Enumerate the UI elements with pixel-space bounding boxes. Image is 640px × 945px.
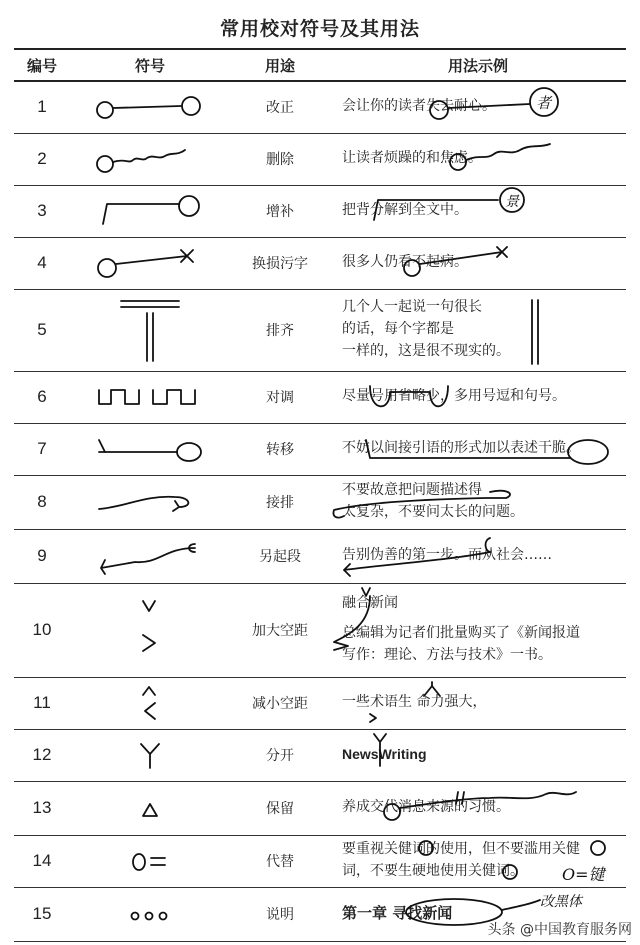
table-row [14, 475, 626, 529]
table-row [14, 289, 626, 371]
example-line: 总编辑为记者们批量购买了《新闻报道 [342, 625, 580, 642]
table-row [14, 185, 626, 237]
handwritten-correction: 者 [536, 94, 552, 112]
row-number: 8 [14, 475, 70, 529]
table-row [14, 729, 626, 781]
example-line: 太复杂，不要问太长的问题。 [342, 504, 524, 520]
header-row [14, 49, 626, 81]
row-usage: 排齐 [230, 289, 330, 371]
header-symbol: 符号 [70, 49, 230, 81]
example-line: 不妨以间接引语的形式加以表述干脆。 [342, 440, 580, 457]
table-row [14, 835, 626, 887]
row-number: 4 [14, 237, 70, 289]
row-example [330, 371, 626, 423]
table-row [14, 81, 626, 133]
row-number: 12 [14, 729, 70, 781]
row-example [330, 529, 626, 583]
row-number: 11 [14, 677, 70, 729]
example-line: 一样的，这是很不现实的。 [342, 342, 510, 359]
example-line: 不要故意把问题描述得 [342, 482, 482, 499]
increase-spacing-symbol [70, 583, 230, 677]
example-line: 一些术语生 命力强大， [342, 694, 487, 711]
row-number: 1 [14, 81, 70, 133]
row-number: 9 [14, 529, 70, 583]
row-example [330, 289, 626, 371]
row-example [330, 677, 626, 729]
example-line: 告别伪善的第一步。而从社会…… [342, 547, 552, 564]
table-row [14, 371, 626, 423]
table-row [14, 677, 626, 729]
row-usage: 接排 [230, 475, 330, 529]
row-example [330, 237, 626, 289]
header-number: 编号 [14, 49, 70, 81]
transpose-symbol [70, 371, 230, 423]
row-usage: 代替 [230, 835, 330, 887]
row-usage: 转移 [230, 423, 330, 475]
table-row [14, 583, 626, 677]
example-line: 写作：理论、方法与技术》一书。 [342, 646, 552, 663]
page-title: 常用校对符号及其用法 [219, 18, 420, 40]
row-number: 5 [14, 289, 70, 371]
example-line: 很多人仍看不起病。 [342, 254, 468, 271]
row-number: 2 [14, 133, 70, 185]
row-number: 3 [14, 185, 70, 237]
example-line: 词，不要生硬地使用关健词。 [342, 863, 524, 879]
proofreading-table [14, 48, 626, 942]
row-example [330, 475, 626, 529]
row-number: 13 [14, 781, 70, 835]
row-example [330, 583, 626, 677]
row-example [330, 133, 626, 185]
handwritten-correction: 改黑体 [540, 893, 582, 910]
row-example [330, 81, 626, 133]
row-usage: 改正 [230, 81, 330, 133]
header-example: 用法示例 [330, 49, 626, 81]
run-on-symbol [70, 475, 230, 529]
example-line: 会让你的读者失去耐心。 [342, 98, 496, 115]
row-example [330, 781, 626, 835]
example-line: 尽量号用省略少，多用号逗和句号。 [342, 388, 566, 405]
row-number: 15 [14, 887, 70, 941]
row-usage: 加大空距 [230, 583, 330, 677]
example-line: 把背分解到全文中。 [342, 202, 468, 219]
table-row [14, 529, 626, 583]
decrease-spacing-symbol [70, 677, 230, 729]
row-usage: 增补 [230, 185, 330, 237]
delete-symbol [70, 133, 230, 185]
row-example [330, 185, 626, 237]
example-line: 融合新闻 [342, 595, 398, 612]
header-usage: 用途 [230, 49, 330, 81]
row-usage: 保留 [230, 781, 330, 835]
align-symbol [70, 289, 230, 371]
watermark: 头条 @中国教育服务网 [487, 922, 632, 938]
table-row [14, 237, 626, 289]
row-usage: 说明 [230, 887, 330, 941]
example-line: 要重视关健词的使用，但不要滥用关健 [342, 841, 580, 858]
separate-symbol [70, 729, 230, 781]
retain-symbol [70, 781, 230, 835]
example-line: 第一章 寻找新闻 [342, 904, 453, 923]
substitute-symbol [70, 835, 230, 887]
example-line: 的话，每个字都是 [342, 321, 454, 338]
row-number: 6 [14, 371, 70, 423]
handwritten-correction: 景 [505, 193, 519, 210]
handwritten-correction: O=键 [562, 864, 605, 884]
row-number: 14 [14, 835, 70, 887]
row-example [330, 423, 626, 475]
example-line: NewsWriting [342, 746, 427, 763]
row-number: 7 [14, 423, 70, 475]
replace-damaged-symbol [70, 237, 230, 289]
example-line: 几个人一起说一句很长 [342, 299, 482, 316]
row-usage: 换损污字 [230, 237, 330, 289]
example-line: 养成交代消息来源的习惯。 [342, 799, 510, 816]
note-symbol [70, 887, 230, 941]
move-symbol [70, 423, 230, 475]
row-usage: 对调 [230, 371, 330, 423]
row-example [330, 729, 626, 781]
table-row [14, 133, 626, 185]
row-number: 10 [14, 583, 70, 677]
new-paragraph-symbol [70, 529, 230, 583]
correct-symbol [70, 81, 230, 133]
row-usage: 删除 [230, 133, 330, 185]
table-row [14, 781, 626, 835]
row-usage: 另起段 [230, 529, 330, 583]
row-usage: 分开 [230, 729, 330, 781]
table-row [14, 423, 626, 475]
row-usage: 减小空距 [230, 677, 330, 729]
row-example [330, 835, 626, 887]
insert-symbol [70, 185, 230, 237]
example-line: 让读者烦躁的和焦虑。 [342, 150, 482, 167]
